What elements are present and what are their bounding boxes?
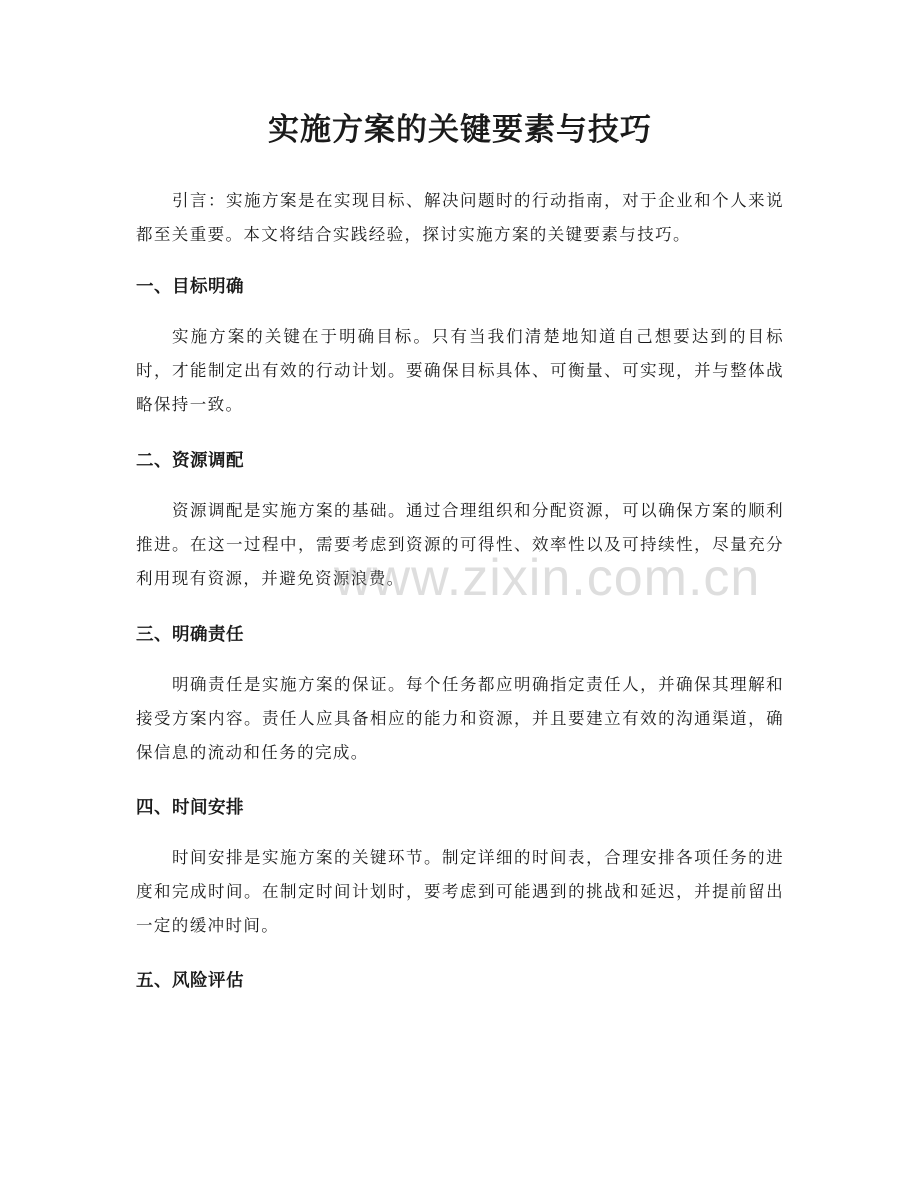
section-body-responsibility: 明确责任是实施方案的保证。每个任务都应明确指定责任人，并确保其理解和接受方案内容。责任人应具备相应的能力和资源，并且要建立有效的沟通渠道，确保信息的流动和任务的完成。 (136, 675, 784, 762)
section-body-schedule: 时间安排是实施方案的关键环节。制定详细的时间表，合理安排各项任务的进度和完成时间。在制定时间计划时，要考虑到可能遇到的挑战和延迟，并提前留出一定的缓冲时间。 (136, 848, 784, 935)
section-heading-responsibility: 三、明确责任 (136, 625, 244, 645)
page-title: 实施方案的关键要素与技巧 (268, 112, 652, 148)
section-body-resources: 资源调配是实施方案的基础。通过合理组织和分配资源，可以确保方案的顺利推进。在这一过程中，需要考虑到资源的可得性、效率性以及可持续性，尽量充分利用现有资源，并避免资源浪费。 (136, 501, 784, 588)
section-body-goal: 实施方案的关键在于明确目标。只有当我们清楚地知道自己想要达到的目标时，才能制定出有效的行动计划。要确保目标具体、可衡量、可实现，并与整体战略保持一致。 (136, 327, 784, 414)
section-heading-goal: 一、目标明确 (136, 277, 244, 297)
intro-paragraph: 引言：实施方案是在实现目标、解决问题时的行动指南，对于企业和个人来说都至关重要。本文将结合实践经验，探讨实施方案的关键要素与技巧。 (136, 191, 784, 244)
section-heading-resources: 二、资源调配 (136, 451, 244, 471)
section-heading-risk: 五、风险评估 (136, 971, 244, 991)
watermark: www.zixin.com.cn (334, 549, 761, 607)
section-heading-schedule: 四、时间安排 (136, 798, 244, 818)
